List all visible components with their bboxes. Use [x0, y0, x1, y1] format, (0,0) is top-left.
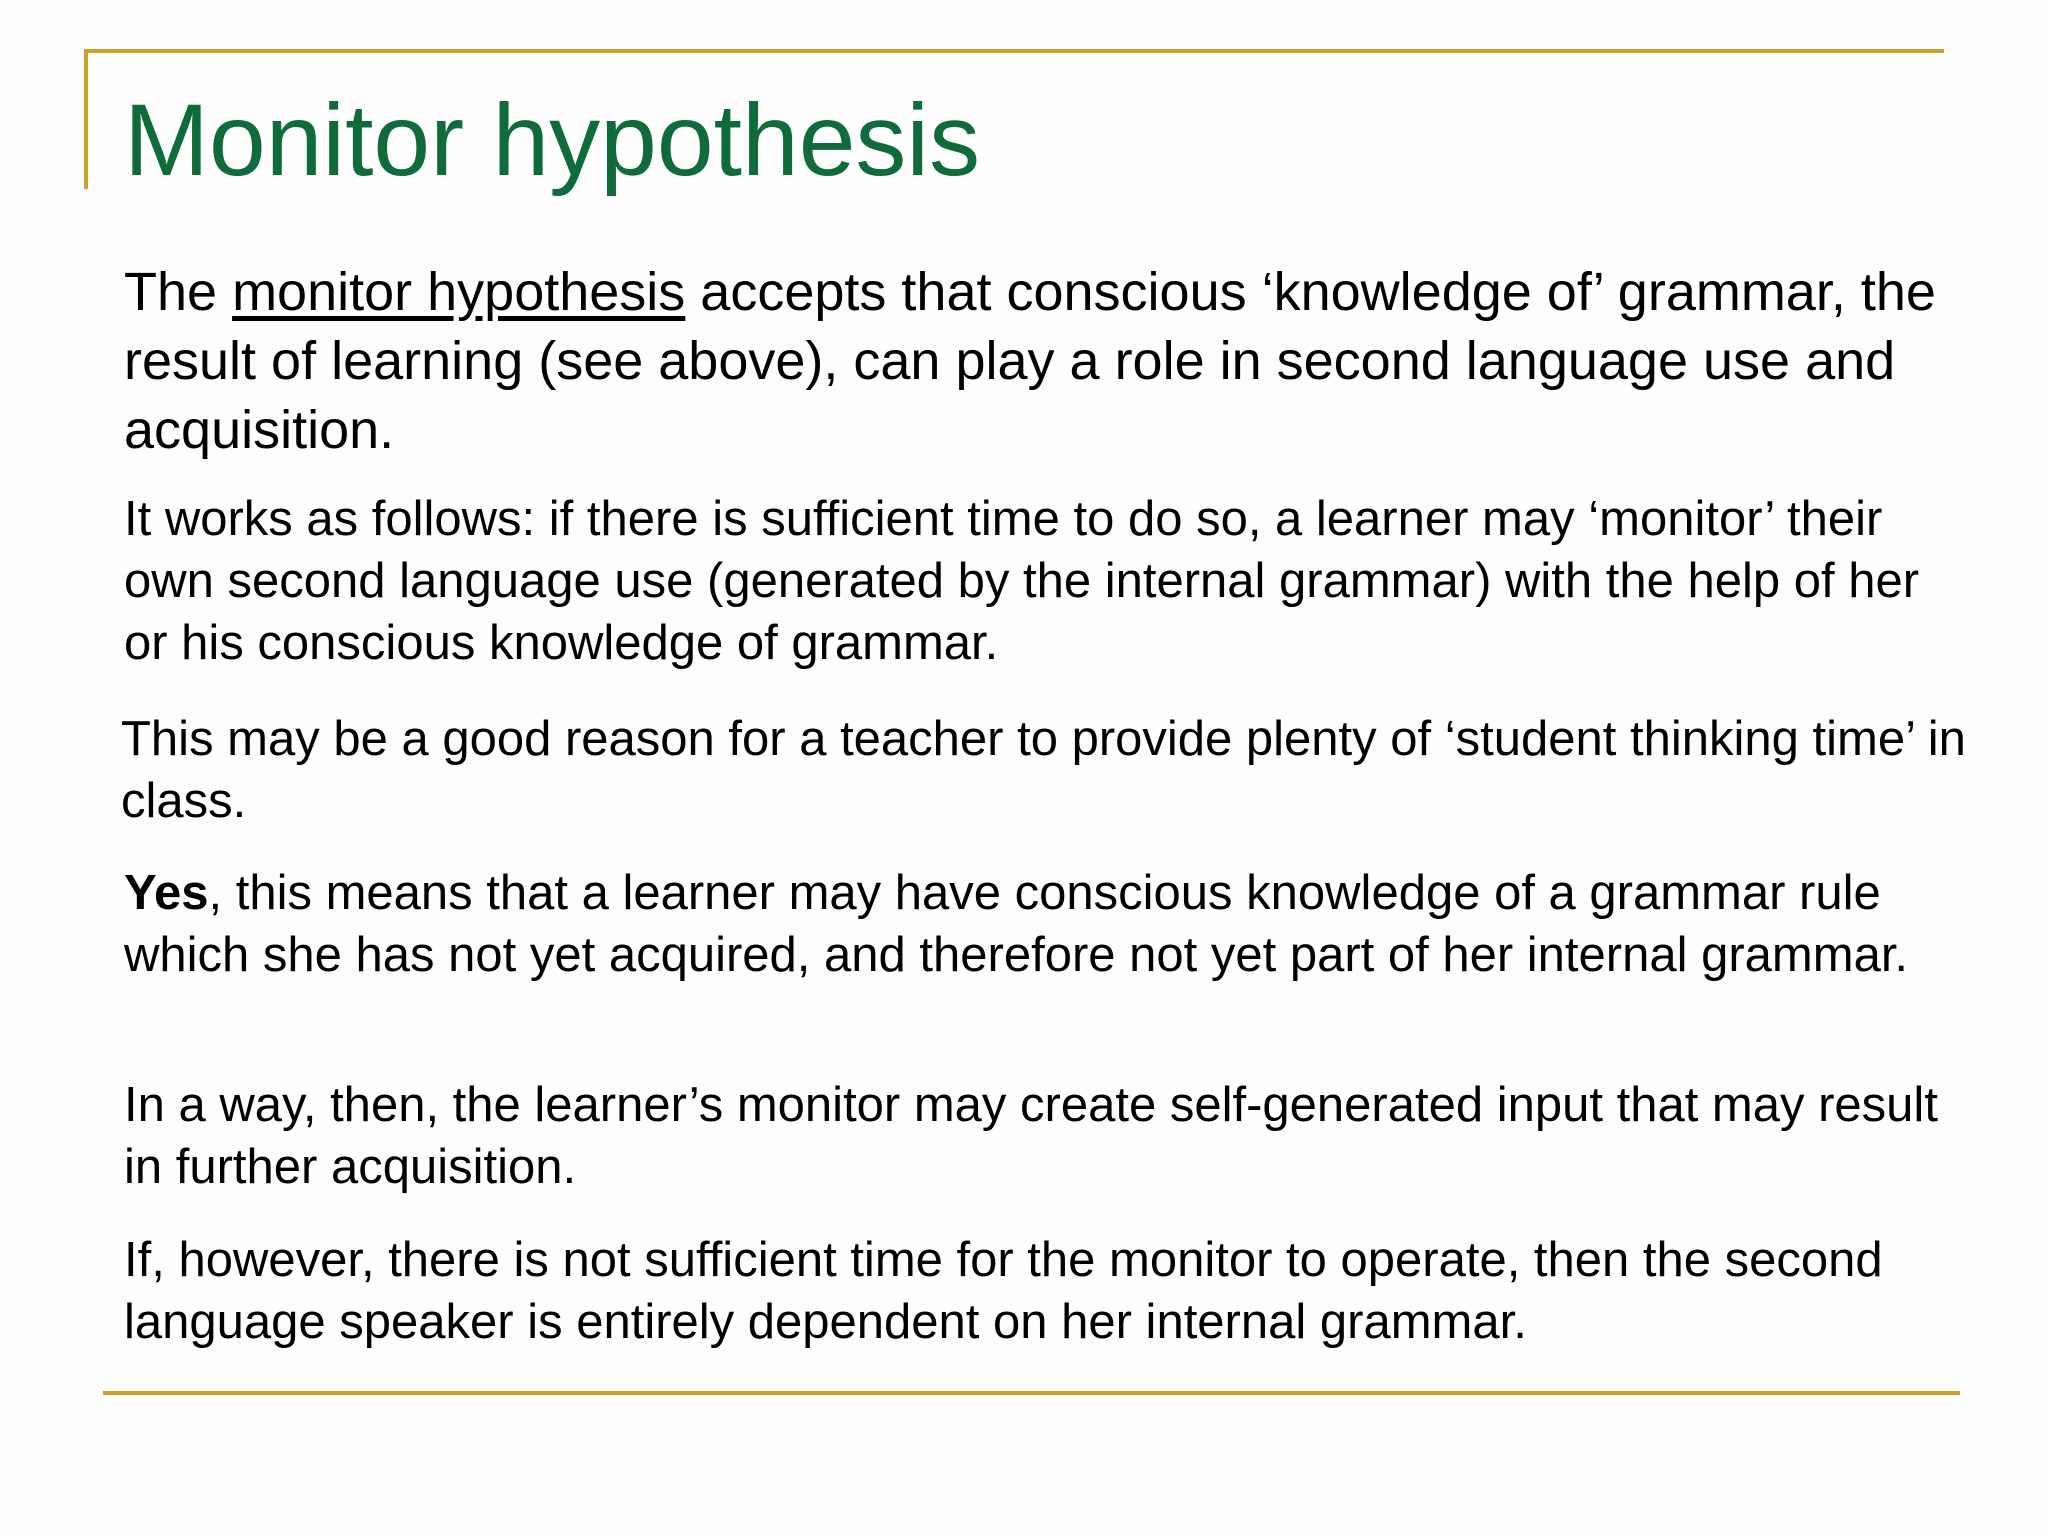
paragraph-how-it-works: It works as follows: if there is sufficient time to do so, a learner may ‘monitor’ their own second language use (generated by the internal grammar) with the help of her or his conscious knowledge of grammar.: [124, 492, 1920, 670]
paragraph-insufficient-time: If, however, there is not sufficient time for the monitor to operate, then the second language speaker is entirely dependent on her internal grammar.: [124, 1233, 1883, 1349]
top-accent-rule: [84, 49, 1944, 53]
paragraph-monitor-definition: [124, 258, 1974, 465]
paragraph-thinking-time: This may be a good reason for a teacher to provide plenty of ‘student thinking time’ in class.: [121, 712, 1966, 828]
monitor-hypothesis-term: monitor hypothesis: [232, 262, 686, 322]
bottom-accent-rule: [103, 1391, 1960, 1395]
slide-title: Monitor hypothesis: [124, 83, 981, 197]
left-accent-rule: [84, 49, 88, 189]
paragraph-rest-text: , this means that a learner may have conscious knowledge of a grammar rule which she has not yet acquired, and therefore not yet part of her internal grammar.: [124, 866, 1909, 982]
paragraph-rest-text: accepts that conscious ‘knowledge of’ grammar, the result of learning (see above), can play a role in second language use and acquisition.: [124, 262, 1936, 460]
paragraph-self-generated-input: In a way, then, the learner’s monitor may create self-generated input that may result in further acquisition.: [124, 1078, 1938, 1194]
yes-emphasis: Yes: [124, 866, 209, 920]
paragraph-lead-text: The: [124, 262, 233, 322]
paragraph-conscious-knowledge: [124, 862, 1974, 986]
